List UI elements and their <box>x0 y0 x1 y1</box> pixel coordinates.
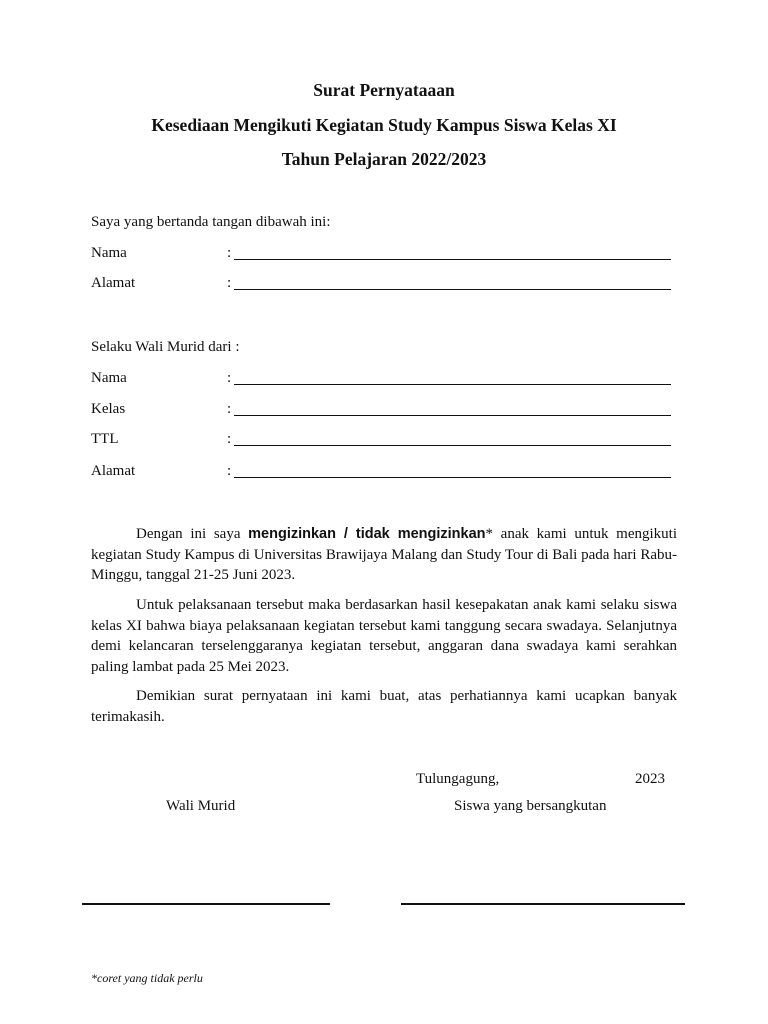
paragraph-text: Dengan ini saya <box>136 526 249 542</box>
field-label: TTL <box>91 431 119 447</box>
paragraph-permission <box>91 524 677 586</box>
signature-year: 2023 <box>635 771 665 787</box>
signature-line-student[interactable] <box>401 903 685 905</box>
field-colon: : <box>227 463 232 479</box>
paragraph-closing: Demikian surat pernyataan ini kami buat, atas perhatiannya kami ucapkan banyak terimakasih. <box>91 688 677 725</box>
field-colon: : <box>227 401 232 417</box>
document-subtitle: Kesediaan Mengikuti Kegiatan Study Kampus Siswa Kelas XI <box>151 115 617 135</box>
guardian-intro: Selaku Wali Murid dari : <box>91 339 240 355</box>
blank-line[interactable] <box>234 384 671 385</box>
academic-year: Tahun Pelajaran 2022/2023 <box>281 149 487 169</box>
field-label: Alamat <box>91 463 136 479</box>
signature-left-label: Wali Murid <box>166 798 236 814</box>
signature-place: Tulungagung, <box>416 771 500 787</box>
field-label: Alamat <box>91 275 136 291</box>
footnote: *coret yang tidak perlu <box>91 971 203 985</box>
field-label: Nama <box>91 370 127 386</box>
field-label: Nama <box>91 245 127 261</box>
signature-line-guardian[interactable] <box>82 903 330 905</box>
blank-line[interactable] <box>234 289 671 290</box>
field-colon: : <box>227 431 232 447</box>
paragraph-funding: Untuk pelaksanaan tersebut maka berdasarkan hasil kesepakatan anak kami selaku siswa kelas XI bahwa biaya pelaksanaan kegiatan tersebut kami tanggung secara swadaya. Selanjutnya demi kelancaran terselenggaranya kegiatan tersebut, anggaran dana swadaya kami serahkan paling lambat pada 25 Mei 2023. <box>91 597 677 675</box>
field-colon: : <box>227 275 232 291</box>
blank-line[interactable] <box>234 445 671 446</box>
document-title: Surat Pernyataaan <box>313 80 455 100</box>
field-label: Kelas <box>91 401 126 417</box>
signature-right-label: Siswa yang bersangkutan <box>454 798 607 814</box>
blank-line[interactable] <box>234 259 671 260</box>
field-colon: : <box>227 245 232 261</box>
permission-choice[interactable]: mengizinkan / tidak mengizinkan <box>248 526 486 542</box>
signer-intro: Saya yang bertanda tangan dibawah ini: <box>91 214 331 230</box>
paragraph-text: * anak kami untuk mengikuti kegiatan Study Kampus di Universitas Brawijaya Malang dan Study Tour di Bali pada hari Rabu-Minggu, tanggal 21-25 Juni 2023. <box>91 526 677 583</box>
field-colon: : <box>227 370 232 386</box>
blank-line[interactable] <box>234 415 671 416</box>
blank-line[interactable] <box>234 477 671 478</box>
